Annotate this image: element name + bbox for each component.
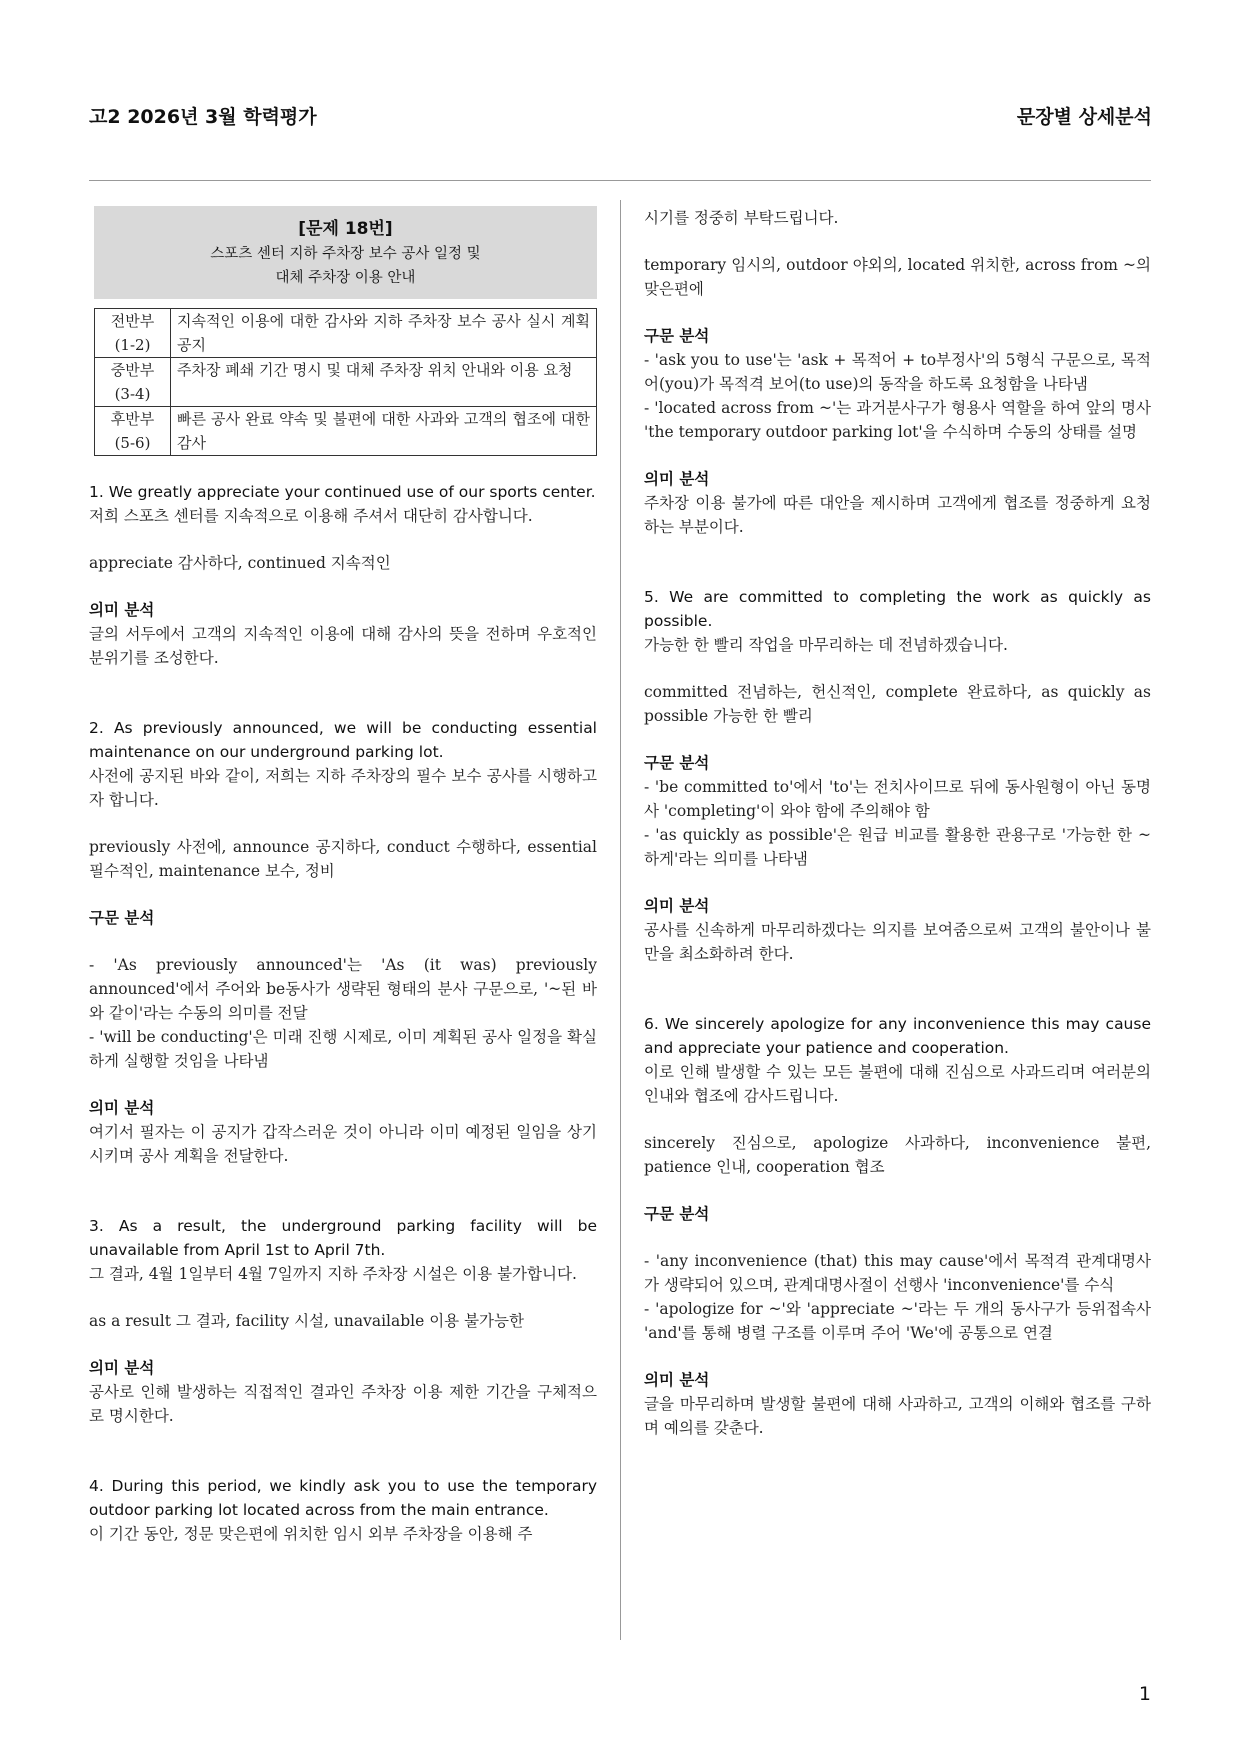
outline-desc: 지속적인 이용에 대한 감사와 지하 주차장 보수 공사 실시 계획 공지	[171, 309, 597, 358]
sentence-4-syntax-point: - 'ask you to use'는 'ask + 목적어 + to부정사'의 5형식 구문으로, 목적어(you)가 목적격 보어(to use)의 동작을 하도록 요청함을 나타냄	[644, 351, 1151, 393]
sentence-2-syntax-heading: 구문 분석	[89, 909, 155, 927]
outline-part: 후반부 (5-6)	[95, 407, 171, 456]
outline-row	[95, 309, 597, 358]
sentence-6-meaning-heading: 의미 분석	[644, 1371, 710, 1389]
outline-desc: 주차장 폐쇄 기간 명시 및 대체 주차장 위치 안내와 이용 요청	[171, 358, 597, 407]
sentence-6-syntax-point: - 'any inconvenience (that) this may cause'에서 목적격 관계대명사가 생략되어 있으며, 관계대명사절이 선행사 'inconvenience'를 수식	[644, 1252, 1151, 1294]
sentence-6-syntax-heading: 구문 분석	[644, 1205, 710, 1223]
outline-row	[95, 407, 597, 456]
sentence-6-english: 6. We sincerely apologize for any inconvenience this may cause and appreciate your patience and cooperation.	[644, 1015, 1151, 1057]
sentence-5-syntax-heading: 구문 분석	[644, 754, 710, 772]
sentence-5-english: 5. We are committed to completing the work as quickly as possible.	[644, 588, 1151, 630]
sentence-4-english: 4. During this period, we kindly ask you to use the temporary outdoor parking lot located across from the main entrance.	[89, 1477, 597, 1519]
problem-header	[94, 206, 597, 299]
sentence-2-english: 2. As previously announced, we will be conducting essential maintenance on our underground parking lot.	[89, 719, 597, 761]
sentence-6-syntax-point: - 'apologize for ~'와 'appreciate ~'라는 두 개의 동사구가 등위접속사 'and'를 통해 병렬 구조를 이루며 주어 'We'에 공통으로 연결	[644, 1300, 1151, 1342]
problem-title-line-1: 스포츠 센터 지하 주차장 보수 공사 일정 및	[210, 246, 481, 262]
sentence-5-vocab: committed 전념하는, 헌신적인, complete 완료하다, as quickly as possible 가능한 한 빨리	[644, 683, 1151, 725]
sentence-3-vocab: as a result 그 결과, facility 시설, unavailable 이용 불가능한	[89, 1312, 524, 1330]
sentence-2-syntax-point: - 'will be conducting'은 미래 진행 시제로, 이미 계획된 공사 일정을 확실하게 실행할 것임을 나타냄	[89, 1028, 597, 1070]
sentence-5-meaning: 공사를 신속하게 마무리하겠다는 의지를 보여줌으로써 고객의 불안이나 불만을 최소화하려 한다.	[644, 921, 1151, 963]
sentence-2-syntax-point: - 'As previously announced'는 'As (it was) previously announced'에서 주어와 be동사가 생략된 형태의 분사 구문으로, '~된 바와 같이'라는 수동의 의미를 전달	[89, 956, 597, 1022]
sentence-1-vocab: appreciate 감사하다, continued 지속적인	[89, 554, 391, 572]
sentence-1-english: 1. We greatly appreciate your continued use of our sports center.	[89, 483, 596, 501]
right-column	[644, 206, 1151, 1440]
sentence-4-meaning-heading: 의미 분석	[644, 470, 710, 488]
problem-title-line-2: 대체 주차장 이용 안내	[275, 270, 416, 286]
sentence-1-korean: 저희 스포츠 센터를 지속적으로 이용해 주셔서 대단히 감사합니다.	[89, 507, 533, 525]
sentence-2-meaning-heading: 의미 분석	[89, 1099, 155, 1117]
page-number: 1	[1138, 1683, 1151, 1705]
sentence-5-syntax-point: - 'be committed to'에서 'to'는 전치사이므로 뒤에 동사원형이 아닌 동명사 'completing'이 와야 함에 주의해야 함	[644, 778, 1151, 820]
column-divider	[620, 200, 621, 1640]
sentence-2-korean: 사전에 공지된 바와 같이, 저희는 지하 주차장의 필수 보수 공사를 시행하고자 합니다.	[89, 767, 597, 809]
sentence-1-meaning: 글의 서두에서 고객의 지속적인 이용에 대해 감사의 뜻을 전하며 우호적인 분위기를 조성한다.	[89, 625, 597, 667]
sentence-5-syntax-point: - 'as quickly as possible'은 원급 비교를 활용한 관용구로 '가능한 한 ~하게'라는 의미를 나타냄	[644, 826, 1151, 868]
sentence-5-korean: 가능한 한 빨리 작업을 마무리하는 데 전념하겠습니다.	[644, 636, 1008, 654]
sentence-6-vocab: sincerely 진심으로, apologize 사과하다, inconvenience 불편, patience 인내, cooperation 협조	[644, 1134, 1151, 1176]
sentence-3-korean: 그 결과, 4월 1일부터 4월 7일까지 지하 주차장 시설은 이용 불가합니다.	[89, 1265, 577, 1283]
sentence-5-meaning-heading: 의미 분석	[644, 897, 710, 915]
sentence-1-meaning-heading: 의미 분석	[89, 601, 155, 619]
outline-row	[95, 358, 597, 407]
outline-part: 중반부 (3-4)	[95, 358, 171, 407]
sentence-3-meaning-heading: 의미 분석	[89, 1359, 155, 1377]
left-column	[89, 206, 597, 1546]
sentence-2-vocab: previously 사전에, announce 공지하다, conduct 수행하다, essential 필수적인, maintenance 보수, 정비	[89, 838, 597, 880]
problem-number: [문제 18번]	[298, 219, 393, 239]
document-subtitle: 문장별 상세분석	[1016, 106, 1152, 128]
sentence-4-syntax-point: - 'located across from ~'는 과거분사구가 형용사 역할을 하여 앞의 명사 'the temporary outdoor parking lot'을 수식하며 수동의 상태를 설명	[644, 399, 1151, 441]
sentence-2-meaning: 여기서 필자는 이 공지가 갑작스러운 것이 아니라 이미 예정된 일임을 상기시키며 공사 계획을 전달한다.	[89, 1123, 597, 1165]
outline-table	[94, 308, 597, 456]
header-divider	[89, 180, 1151, 181]
document-title: 고2 2026년 3월 학력평가	[89, 106, 317, 128]
outline-part: 전반부 (1-2)	[95, 309, 171, 358]
sentence-4-korean-start: 이 기간 동안, 정문 맞은편에 위치한 임시 외부 주차장을 이용해 주	[89, 1525, 533, 1543]
outline-desc: 빠른 공사 완료 약속 및 불편에 대한 사과와 고객의 협조에 대한 감사	[171, 407, 597, 456]
sentence-6-meaning: 글을 마무리하며 발생할 불편에 대해 사과하고, 고객의 이해와 협조를 구하며 예의를 갖춘다.	[644, 1395, 1151, 1437]
sentence-4-meaning: 주차장 이용 불가에 따른 대안을 제시하며 고객에게 협조를 정중하게 요청하는 부분이다.	[644, 494, 1151, 536]
sentence-4-syntax-heading: 구문 분석	[644, 327, 710, 345]
sentence-6-korean: 이로 인해 발생할 수 있는 모든 불편에 대해 진심으로 사과드리며 여러분의 인내와 협조에 감사드립니다.	[644, 1063, 1151, 1105]
sentence-3-meaning: 공사로 인해 발생하는 직접적인 결과인 주차장 이용 제한 기간을 구체적으로 명시한다.	[89, 1383, 597, 1425]
sentence-3-english: 3. As a result, the underground parking facility will be unavailable from April 1st to April 7th.	[89, 1217, 597, 1259]
sentence-4-vocab: temporary 임시의, outdoor 야외의, located 위치한, across from ~의 맞은편에	[644, 256, 1151, 298]
sentence-4-korean-end: 시기를 정중히 부탁드립니다.	[644, 209, 839, 227]
